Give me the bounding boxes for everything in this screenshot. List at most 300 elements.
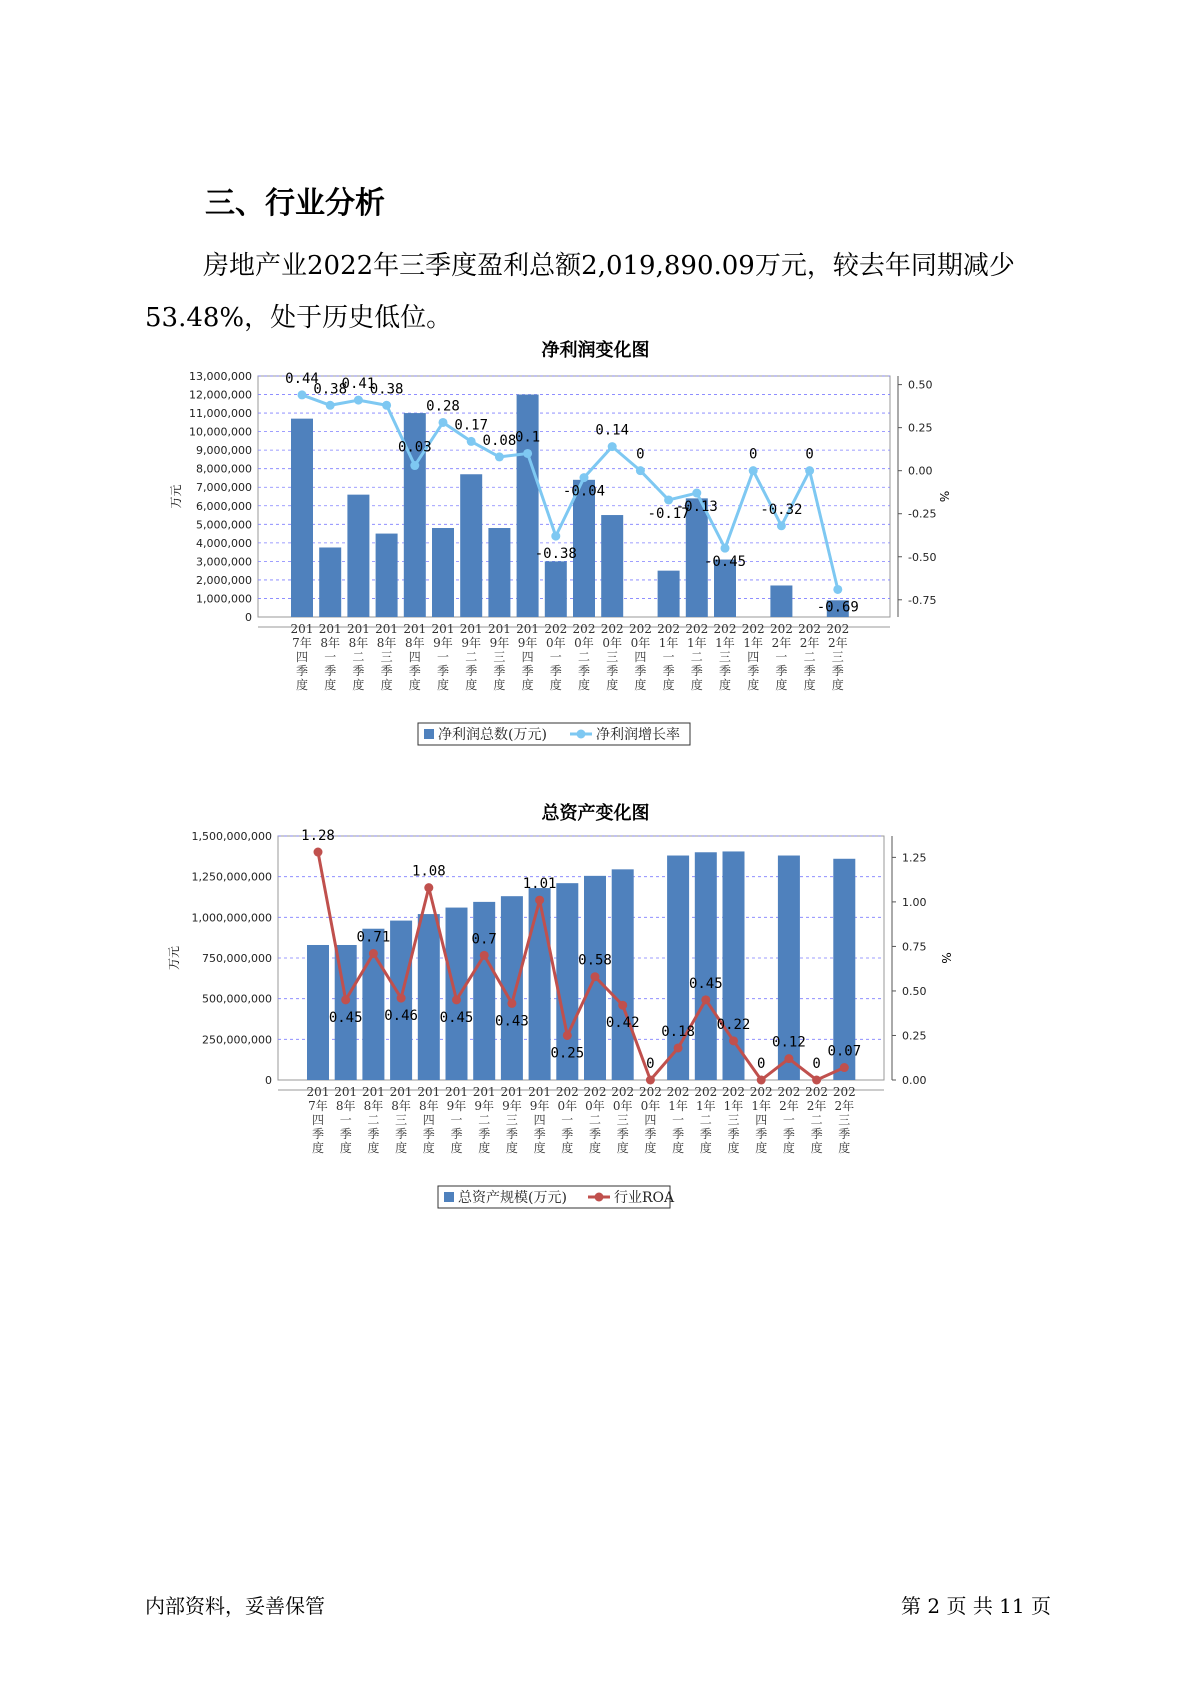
data-label: 0.12: [772, 1034, 806, 1051]
x-tick-label: 8年: [404, 636, 425, 650]
x-tick-label: 度: [324, 678, 337, 692]
x-tick-label: 度: [478, 1141, 491, 1155]
series-point: [840, 1063, 849, 1072]
x-tick-label: 季: [755, 1127, 768, 1141]
x-tick-label: 2年: [827, 636, 848, 650]
x-tick-label: 2年: [834, 1099, 855, 1113]
legend-line-label: 净利润增长率: [596, 727, 680, 743]
x-tick-label: 一: [324, 650, 337, 664]
data-label: 0.22: [716, 1016, 751, 1033]
x-tick-label: 度: [662, 678, 675, 692]
data-label: 0.07: [827, 1043, 862, 1060]
series-point: [812, 1076, 821, 1085]
x-tick-label: 度: [644, 1141, 657, 1155]
x-tick-label: 季: [690, 664, 703, 678]
x-tick-label: 201: [472, 1085, 496, 1099]
x-tick-label: 三: [616, 1113, 629, 1127]
x-tick-label: 度: [690, 678, 703, 692]
x-tick-label: 季: [422, 1127, 435, 1141]
x-tick-label: 度: [672, 1141, 685, 1155]
y-tick-label: 1,000,000,000: [191, 911, 272, 925]
legend-bar-swatch: [444, 1192, 454, 1202]
x-tick-label: 度: [380, 678, 393, 692]
data-label: -0.45: [703, 554, 747, 571]
x-tick-label: 二: [367, 1113, 380, 1127]
y-tick-label: 9,000,000: [196, 444, 252, 458]
x-tick-label: 201: [431, 622, 455, 636]
x-tick-label: 8年: [320, 636, 341, 650]
x-tick-label: 度: [465, 678, 478, 692]
y-tick-label: 250,000,000: [202, 1033, 272, 1047]
x-tick-label: 四: [634, 650, 647, 664]
x-tick-label: 度: [747, 678, 760, 692]
x-tick-label: 202: [611, 1085, 635, 1099]
x-tick-label: 季: [644, 1127, 657, 1141]
x-tick-label: 9年: [489, 636, 510, 650]
x-tick-label: 201: [403, 622, 427, 636]
x-tick-label: 0年: [557, 1099, 578, 1113]
x-tick-label: 201: [516, 622, 540, 636]
x-tick-label: 9年: [446, 1099, 467, 1113]
x-tick-label: 季: [450, 1127, 463, 1141]
x-tick-label: 8年: [391, 1099, 411, 1113]
x-tick-label: 度: [352, 678, 365, 692]
x-tick-label: 季: [672, 1127, 685, 1141]
x-tick-label: 202: [798, 622, 822, 636]
x-tick-label: 季: [295, 664, 309, 678]
x-tick-label: 三: [718, 650, 732, 664]
x-tick-label: 202: [777, 1085, 801, 1099]
data-label: -0.13: [675, 499, 718, 516]
x-tick-label: 1年: [668, 1099, 688, 1113]
x-tick-label: 0年: [640, 1099, 661, 1113]
data-label: 0: [646, 1056, 655, 1072]
x-tick-label: 度: [699, 1141, 712, 1155]
bar: [307, 945, 329, 1080]
series-point: [591, 972, 600, 981]
y-tick-label: 13,000,000: [189, 370, 252, 383]
data-label: 0.43: [495, 1013, 529, 1030]
x-tick-label: 201: [290, 622, 314, 636]
x-tick-label: 度: [810, 1141, 823, 1155]
x-tick-label: 0年: [602, 636, 623, 650]
y-tick-label: 7,000,000: [196, 481, 252, 495]
data-label: 0: [748, 446, 758, 463]
y2-axis-title: %: [937, 490, 951, 503]
series-point: [397, 994, 406, 1003]
data-label: 0.38: [369, 381, 404, 398]
x-tick-label: 201: [445, 1085, 468, 1099]
series-point: [535, 896, 544, 905]
y2-tick-label: 0.25: [908, 421, 933, 435]
x-tick-label: 二: [478, 1113, 491, 1127]
y-tick-label: 1,000,000: [196, 592, 252, 606]
x-tick-label: 季: [339, 1127, 352, 1141]
data-label: 0.08: [482, 432, 517, 449]
data-label: 0.18: [661, 1023, 695, 1040]
data-label: -0.32: [760, 501, 803, 518]
x-tick-label: 三: [606, 650, 619, 664]
series-point: [424, 883, 433, 892]
x-tick-label: 202: [666, 1085, 690, 1099]
y-tick-label: 500,000,000: [202, 992, 272, 1006]
y-tick-label: 3,000,000: [196, 555, 252, 569]
x-tick-label: 度: [493, 678, 506, 692]
y-axis-title: 万元: [169, 484, 183, 509]
x-tick-label: 202: [600, 622, 624, 636]
x-tick-label: 202: [713, 622, 737, 636]
series-point: [314, 848, 323, 857]
footer-page-number: 第 2 页 共 11 页: [901, 1594, 1051, 1618]
x-tick-label: 二: [690, 650, 703, 664]
x-tick-label: 二: [803, 650, 816, 664]
x-tick-label: 202: [572, 622, 596, 636]
x-tick-label: 201: [306, 1085, 330, 1099]
x-tick-label: 四: [422, 1113, 435, 1127]
x-tick-label: 202: [741, 622, 765, 636]
x-tick-label: 季: [662, 664, 675, 678]
x-tick-label: 三: [838, 1113, 851, 1127]
data-label: 0.1: [514, 429, 541, 446]
x-tick-label: 201: [417, 1085, 441, 1099]
x-tick-label: 202: [628, 622, 652, 636]
x-tick-label: 202: [826, 622, 850, 636]
x-tick-label: 四: [311, 1113, 325, 1127]
x-tick-label: 度: [782, 1141, 795, 1155]
x-tick-label: 201: [459, 622, 483, 636]
x-tick-label: 201: [375, 622, 399, 636]
data-label: 0.14: [595, 422, 630, 439]
x-tick-label: 季: [408, 664, 421, 678]
x-tick-label: 二: [588, 1113, 602, 1127]
x-tick-label: 季: [699, 1127, 712, 1141]
y2-tick-label: 1.00: [902, 895, 927, 909]
x-tick-label: 201: [487, 622, 511, 636]
x-tick-label: 一: [339, 1113, 352, 1127]
x-tick-label: 度: [803, 678, 816, 692]
x-tick-label: 201: [361, 1085, 385, 1099]
x-tick-label: 202: [544, 622, 568, 636]
x-tick-label: 度: [422, 1141, 435, 1155]
x-tick-label: 1年: [715, 636, 735, 650]
x-tick-label: 9年: [461, 636, 482, 650]
x-tick-label: 2年: [799, 636, 820, 650]
x-tick-label: 度: [588, 1141, 602, 1155]
x-tick-label: 三: [505, 1113, 518, 1127]
bar: [695, 852, 717, 1080]
x-tick-label: 9年: [517, 636, 538, 650]
legend-bar-label: 总资产规模(万元): [458, 1190, 567, 1206]
y2-tick-label: -0.25: [908, 507, 937, 521]
x-tick-label: 2年: [806, 1099, 827, 1113]
x-tick-label: 季: [549, 664, 562, 678]
x-tick-label: 度: [775, 678, 788, 692]
x-tick-label: 度: [549, 678, 562, 692]
x-tick-label: 一: [450, 1113, 463, 1127]
x-tick-label: 四: [644, 1113, 657, 1127]
data-label: 0: [805, 446, 814, 463]
x-tick-label: 202: [685, 622, 709, 636]
x-tick-label: 8年: [418, 1099, 439, 1113]
x-tick-label: 0年: [612, 1099, 633, 1113]
x-tick-label: 季: [493, 664, 506, 678]
x-tick-label: 二: [577, 650, 591, 664]
y-tick-label: 750,000,000: [202, 952, 272, 965]
x-tick-label: 一: [662, 650, 675, 664]
x-tick-label: 度: [838, 1141, 851, 1155]
x-tick-label: 季: [838, 1127, 851, 1141]
x-tick-label: 季: [465, 664, 478, 678]
data-label: -0.69: [816, 599, 859, 616]
y-tick-label: 11,000,000: [189, 407, 252, 421]
x-tick-label: 201: [346, 622, 370, 636]
x-tick-label: 1年: [751, 1099, 772, 1113]
x-tick-label: 0年: [630, 636, 651, 650]
x-tick-label: 8年: [348, 636, 369, 650]
x-tick-label: 季: [521, 664, 534, 678]
x-tick-label: 度: [533, 1141, 546, 1155]
x-tick-label: 季: [436, 664, 450, 678]
x-tick-label: 度: [367, 1141, 380, 1155]
x-tick-label: 二: [465, 650, 478, 664]
data-label: 0.46: [384, 1008, 418, 1025]
y-tick-label: 0: [245, 611, 252, 624]
x-tick-label: 2年: [779, 1099, 799, 1113]
x-tick-label: 季: [478, 1127, 491, 1141]
data-label: 0: [756, 1056, 766, 1072]
x-tick-label: 季: [367, 1127, 380, 1141]
series-point: [369, 949, 378, 958]
x-tick-label: 季: [533, 1127, 546, 1141]
bar: [529, 888, 551, 1080]
x-tick-label: 季: [311, 1127, 325, 1141]
x-tick-label: 9年: [502, 1099, 522, 1113]
series-point: [701, 995, 710, 1004]
x-tick-label: 季: [561, 1127, 574, 1141]
x-tick-label: 度: [634, 678, 647, 692]
series-point: [646, 1076, 655, 1085]
series-point: [757, 1076, 766, 1085]
legend-line-marker: [595, 1193, 604, 1202]
y-tick-label: 12,000,000: [189, 388, 252, 402]
y2-tick-label: 0.00: [908, 464, 933, 478]
x-tick-label: 202: [769, 622, 793, 636]
x-tick-label: 二: [352, 650, 365, 664]
x-tick-label: 201: [334, 1085, 358, 1099]
x-tick-label: 季: [395, 1127, 408, 1141]
data-label: 1.01: [522, 876, 557, 893]
data-label: -0.38: [534, 546, 577, 563]
series-point: [618, 1001, 627, 1010]
bar: [612, 869, 634, 1080]
data-label: 0: [636, 446, 645, 463]
x-tick-label: 度: [436, 678, 450, 692]
x-tick-label: 1年: [686, 636, 707, 650]
x-tick-label: 季: [803, 664, 816, 678]
x-tick-label: 四: [533, 1113, 546, 1127]
legend-bar-label: 净利润总数(万元): [438, 727, 547, 743]
y-tick-label: 0: [265, 1074, 272, 1087]
data-label: 0.45: [688, 975, 723, 992]
x-tick-label: 9年: [529, 1099, 550, 1113]
x-tick-label: 季: [727, 1127, 740, 1141]
x-tick-label: 202: [722, 1085, 745, 1099]
data-label: 0.45: [439, 1009, 474, 1026]
x-tick-label: 2年: [771, 636, 792, 650]
legend-line-label: 行业ROA: [614, 1190, 675, 1206]
footer-confidential: 内部资料，妥善保管: [145, 1594, 325, 1618]
x-tick-label: 季: [747, 664, 760, 678]
x-tick-label: 季: [775, 664, 788, 678]
x-tick-label: 度: [718, 678, 732, 692]
series-point: [784, 1054, 793, 1063]
x-tick-label: 9年: [474, 1099, 495, 1113]
y2-tick-label: -0.50: [908, 550, 937, 564]
x-tick-label: 季: [831, 664, 844, 678]
x-tick-label: 9年: [433, 636, 453, 650]
x-tick-label: 季: [606, 664, 619, 678]
x-tick-label: 季: [352, 664, 365, 678]
series-point: [452, 995, 461, 1004]
data-label: 0.45: [328, 1009, 363, 1026]
x-tick-label: 度: [311, 1141, 325, 1155]
x-tick-label: 一: [549, 650, 562, 664]
x-tick-label: 一: [436, 650, 450, 664]
y2-axis-title: %: [939, 952, 953, 964]
x-tick-label: 季: [505, 1127, 518, 1141]
x-tick-label: 度: [831, 678, 844, 692]
y-tick-label: 2,000,000: [196, 573, 252, 587]
y2-tick-label: 1.25: [902, 851, 927, 865]
series-point: [341, 995, 350, 1004]
data-label: 0.03: [397, 439, 432, 456]
section-heading: 三、行业分析: [205, 186, 385, 221]
series-point: [563, 1031, 572, 1040]
x-tick-label: 度: [505, 1141, 518, 1155]
x-tick-label: 202: [832, 1085, 856, 1099]
x-tick-label: 季: [588, 1127, 602, 1141]
y-tick-label: 1,250,000,000: [191, 870, 272, 884]
y-tick-label: 5,000,000: [196, 518, 252, 532]
x-tick-label: 度: [577, 678, 591, 692]
data-label: 0.28: [426, 398, 460, 415]
body-paragraph: 房地产业2022年三季度盈利总额2,019,890.09万元，较去年同期减少53.48%，处于历史低位。: [145, 251, 1015, 333]
x-tick-label: 二: [810, 1113, 823, 1127]
x-tick-label: 三: [395, 1113, 408, 1127]
x-tick-label: 度: [339, 1141, 352, 1155]
y2-tick-label: 0.25: [902, 1029, 927, 1043]
x-tick-label: 三: [493, 650, 506, 664]
data-label: 0.71: [356, 929, 391, 946]
x-tick-label: 季: [718, 664, 732, 678]
data-label: 0.58: [578, 952, 612, 969]
x-tick-label: 8年: [363, 1099, 384, 1113]
x-tick-label: 202: [583, 1085, 607, 1099]
series-point: [507, 999, 516, 1008]
y-axis-title: 万元: [167, 945, 181, 971]
data-label: 0.25: [550, 1045, 585, 1062]
x-tick-label: 201: [389, 1085, 413, 1099]
x-tick-label: 8年: [376, 636, 397, 650]
x-tick-label: 度: [561, 1141, 574, 1155]
x-tick-label: 度: [521, 678, 534, 692]
data-label: 1.08: [411, 863, 446, 880]
x-tick-label: 季: [810, 1127, 823, 1141]
x-tick-label: 202: [805, 1085, 829, 1099]
x-tick-label: 度: [606, 678, 619, 692]
y-tick-label: 4,000,000: [196, 536, 252, 550]
data-label: 0.38: [313, 381, 348, 398]
y2-tick-label: 0.00: [902, 1074, 927, 1087]
x-tick-label: 季: [634, 664, 647, 678]
data-label: 0.42: [605, 1015, 640, 1032]
x-tick-label: 三: [380, 650, 393, 664]
x-tick-label: 1年: [743, 636, 764, 650]
x-tick-label: 7年: [292, 636, 312, 650]
y-tick-label: 6,000,000: [196, 499, 252, 513]
x-tick-label: 四: [408, 650, 421, 664]
data-label: 0: [812, 1056, 821, 1072]
bar: [418, 914, 440, 1080]
x-tick-label: 度: [450, 1141, 463, 1155]
x-tick-label: 度: [395, 1141, 408, 1155]
x-tick-label: 季: [782, 1127, 795, 1141]
x-tick-label: 四: [295, 650, 309, 664]
series-point: [480, 951, 489, 960]
y-tick-label: 1,500,000,000: [191, 830, 272, 843]
x-tick-label: 季: [380, 664, 393, 678]
x-tick-label: 季: [616, 1127, 629, 1141]
x-tick-label: 1年: [723, 1099, 744, 1113]
x-tick-label: 202: [638, 1085, 662, 1099]
x-tick-label: 202: [749, 1085, 773, 1099]
x-tick-label: 度: [755, 1141, 768, 1155]
x-tick-label: 7年: [308, 1099, 328, 1113]
x-tick-label: 四: [747, 650, 760, 664]
x-tick-label: 一: [775, 650, 788, 664]
x-tick-label: 0年: [545, 636, 566, 650]
bar: [723, 851, 745, 1080]
data-label: -0.17: [647, 505, 690, 522]
asset-chart-title: 总资产变化图: [541, 803, 650, 824]
data-label: 0.41: [341, 376, 376, 393]
x-tick-label: 202: [657, 622, 681, 636]
x-tick-label: 季: [577, 664, 591, 678]
y-tick-label: 8,000,000: [196, 462, 252, 476]
x-tick-label: 度: [295, 678, 309, 692]
profit-chart-title: 净利润变化图: [541, 340, 650, 361]
data-label: 0.7: [471, 931, 497, 948]
data-label: 0.17: [454, 417, 489, 434]
x-tick-label: 一: [672, 1113, 685, 1127]
series-point: [674, 1043, 683, 1052]
x-tick-label: 1年: [695, 1099, 716, 1113]
y2-tick-label: 0.50: [908, 378, 933, 392]
data-label: 0.44: [285, 370, 319, 387]
x-tick-label: 二: [699, 1113, 712, 1127]
x-tick-label: 0年: [574, 636, 594, 650]
x-tick-label: 一: [561, 1113, 574, 1127]
x-tick-label: 四: [521, 650, 534, 664]
x-tick-label: 8年: [335, 1099, 356, 1113]
x-tick-label: 四: [755, 1113, 768, 1127]
x-tick-label: 201: [528, 1085, 552, 1099]
x-tick-label: 0年: [585, 1099, 605, 1113]
x-tick-label: 201: [318, 622, 342, 636]
data-label: -0.04: [562, 483, 606, 500]
y2-tick-label: 0.75: [902, 940, 927, 954]
x-tick-label: 度: [727, 1141, 740, 1155]
